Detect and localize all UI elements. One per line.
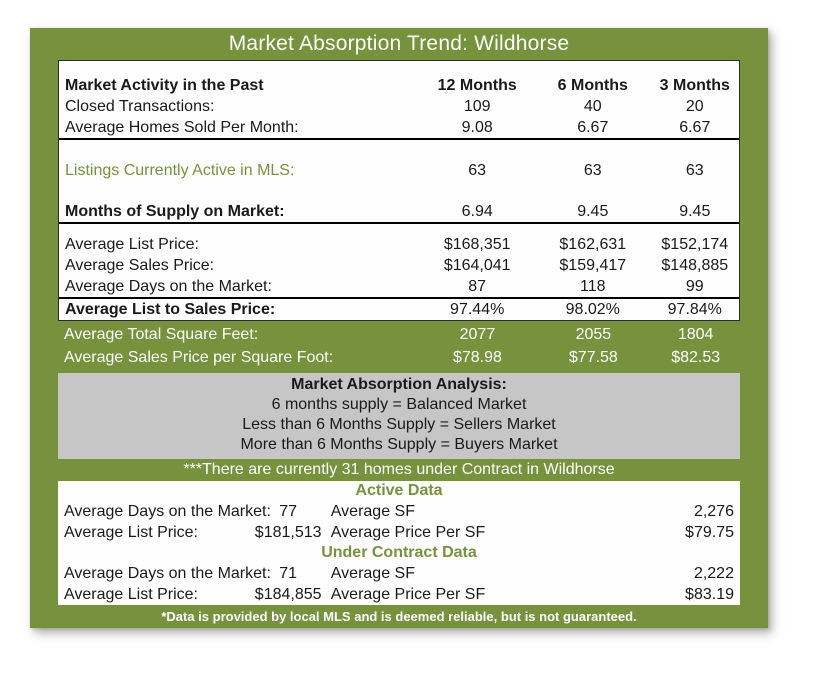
row-label: Average List Price: [65, 236, 199, 253]
table-row-list-to-sales-ratio [59, 299, 739, 320]
row-label: Average Price Per SF [330, 524, 486, 541]
table-row-active-listings [59, 160, 739, 181]
row-value: 2055 [575, 326, 612, 343]
market-absorption-analysis-box [58, 373, 740, 459]
row-value: $168,351 [443, 236, 511, 253]
row-value: $83.19 [685, 586, 734, 603]
row-value: 9.45 [679, 203, 711, 220]
table-row-total-square-feet [58, 323, 740, 346]
spacer [59, 224, 739, 234]
row-value: 63 [685, 162, 704, 179]
row-value: $77.58 [568, 349, 618, 366]
table-row-avg-list-price [59, 234, 739, 255]
row-value: 2077 [459, 326, 496, 343]
row-value: 9.45 [577, 203, 609, 220]
row-label: Average Days on the Market: [64, 565, 271, 582]
row-value: 2,222 [693, 565, 734, 582]
row-value: 98.02% [565, 301, 620, 318]
row-label: Average Price Per SF [330, 586, 486, 603]
row-label: Months of Supply on Market: [65, 203, 285, 220]
analysis-line-sellers: Less than 6 Months Supply = Sellers Market [242, 416, 556, 433]
active-and-contract-data-table [58, 481, 740, 605]
row-value: 63 [468, 162, 487, 179]
row-label: Average SF [330, 565, 415, 582]
row-value: 6.94 [461, 203, 493, 220]
row-value: 71 [279, 565, 298, 582]
row-label: Average Homes Sold Per Month: [65, 119, 299, 136]
row-value: 99 [685, 278, 704, 295]
row-label: Average SF [330, 503, 415, 520]
header-label: Market Activity in the Past [65, 77, 264, 94]
row-label: Average Days on the Market: [65, 278, 272, 295]
market-absorption-report-card [30, 28, 768, 628]
row-label: Average List Price: [64, 586, 198, 603]
header-col-3-months: 3 Months [659, 77, 730, 94]
row-label: Listings Currently Active in MLS: [65, 162, 295, 179]
row-value: $181,513 [254, 524, 322, 541]
analysis-line-balanced: 6 months supply = Balanced Market [271, 396, 527, 413]
market-activity-table [58, 60, 740, 321]
active-data-row [58, 501, 740, 522]
under-contract-data-heading: Under Contract Data [321, 544, 477, 561]
under-contract-banner: ***There are currently 31 homes under Contract in Wildhorse [183, 461, 615, 478]
spacer [59, 140, 739, 160]
row-value: 77 [279, 503, 298, 520]
table-row-months-of-supply [59, 201, 739, 224]
row-value: 6.67 [679, 119, 711, 136]
bottom-content [58, 481, 740, 605]
under-contract-data-row [58, 563, 740, 584]
table-row-price-per-square-foot [58, 346, 740, 369]
row-value: 63 [583, 162, 602, 179]
row-value: $184,855 [254, 586, 322, 603]
row-label: Average Days on the Market: [64, 503, 271, 520]
mls-disclaimer: *Data is provided by local MLS and is deemed reliable, but is not guaranteed. [161, 609, 637, 624]
row-value: 1804 [677, 326, 714, 343]
table-row-avg-days-on-market [59, 276, 739, 299]
table-row-homes-sold-per-month [59, 117, 739, 140]
row-label: Average Total Square Feet: [64, 326, 259, 343]
header-col-12-months: 12 Months [437, 77, 517, 94]
row-label: Closed Transactions: [65, 98, 215, 115]
row-label: Average Sales Price: [65, 257, 215, 274]
table-header-row [59, 75, 739, 96]
row-label: Average List to Sales Price: [65, 301, 276, 318]
row-value: $164,041 [443, 257, 511, 274]
row-value: 97.84% [667, 301, 722, 318]
row-value: $148,885 [661, 257, 729, 274]
row-value: $162,631 [559, 236, 627, 253]
row-label: Average Sales Price per Square Foot: [64, 349, 334, 366]
table-row-avg-sales-price [59, 255, 739, 276]
green-highlight-rows [58, 323, 740, 369]
row-value: 40 [583, 98, 602, 115]
spacer [59, 181, 739, 201]
row-value: $159,417 [559, 257, 627, 274]
analysis-heading: Market Absorption Analysis: [291, 376, 507, 393]
row-value: 2,276 [693, 503, 734, 520]
row-value: 6.67 [577, 119, 609, 136]
table-row-closed-transactions [59, 96, 739, 117]
row-value: 118 [580, 278, 606, 295]
row-value: 87 [468, 278, 487, 295]
header-col-6-months: 6 Months [557, 77, 628, 94]
row-value: $82.53 [671, 349, 721, 366]
active-data-heading: Active Data [355, 482, 443, 499]
report-title: Market Absorption Trend: Wildhorse [228, 32, 570, 55]
row-value: $79.75 [685, 524, 734, 541]
active-data-row [58, 522, 740, 543]
row-value: $78.98 [452, 349, 502, 366]
row-label: Average List Price: [64, 524, 198, 541]
under-contract-data-row [58, 584, 740, 605]
row-value: 109 [463, 98, 491, 115]
row-value: 9.08 [461, 119, 493, 136]
analysis-line-buyers: More than 6 Months Supply = Buyers Market [240, 436, 558, 453]
row-value: $152,174 [661, 236, 729, 253]
report-content [58, 60, 740, 459]
row-value: 97.44% [450, 301, 505, 318]
row-value: 20 [685, 98, 704, 115]
